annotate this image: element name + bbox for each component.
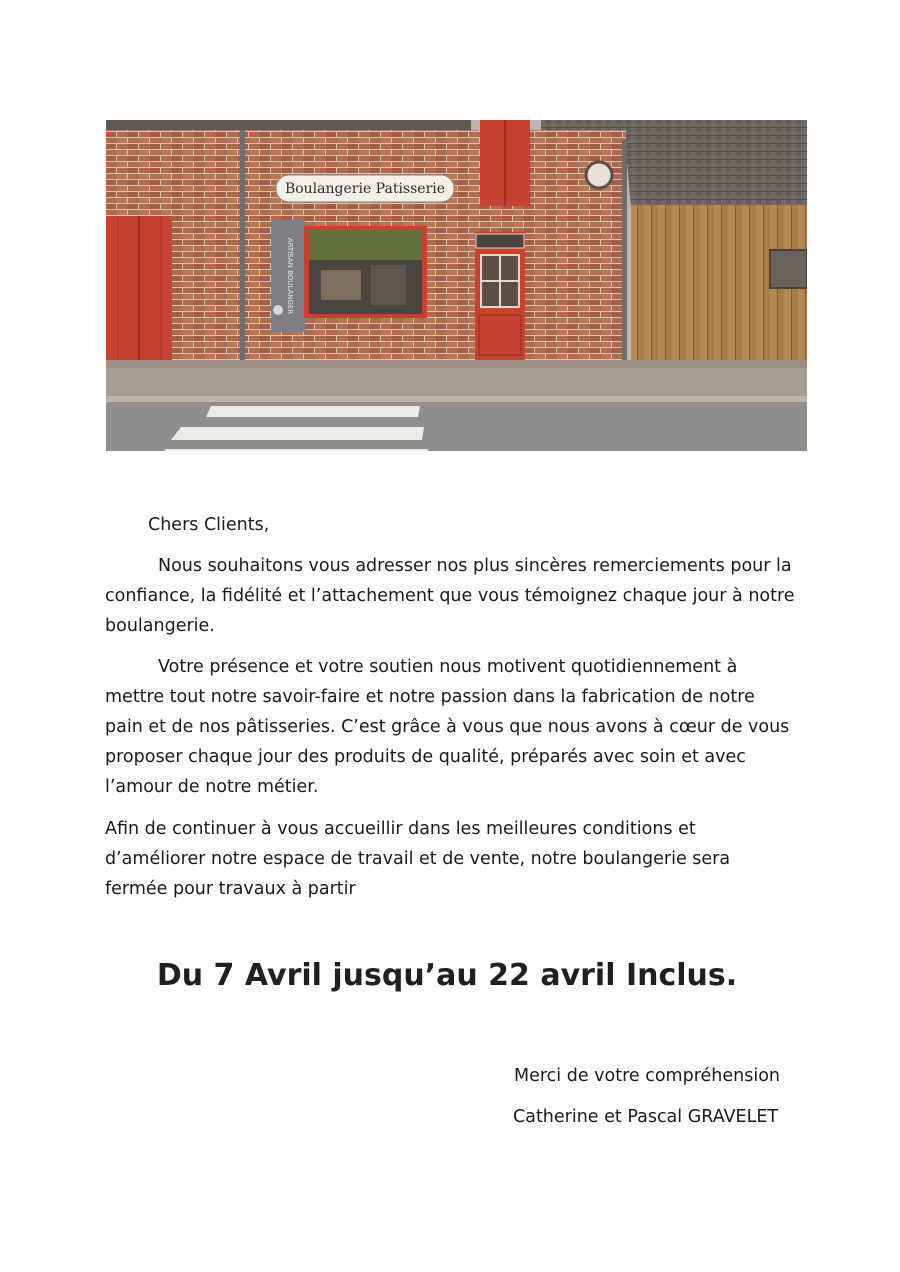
storefront-photo [106, 120, 807, 451]
letter-paragraph: Nous souhaitons vous adresser nos plus sincères remerciements pour la confiance, la fidélité et l’attachement que vous témoignez chaque jour à notre boulangerie. [105, 556, 795, 636]
letter-paragraph: Votre présence et votre soutien nous motivent quotidiennement à mettre tout notre savoir-faire et notre passion dans la fabrication de notre pain et de nos pâtisseries. C’est grâce à vous que nous avons à cœur de vous proposer chaque jour des produits de qualité, préparés avec soin et avec l’amour de notre métier. [105, 657, 790, 797]
round-hanging-sign [586, 162, 612, 188]
bakery-sign-text: Boulangerie Patisserie [284, 181, 446, 197]
storefront-illustration [106, 120, 807, 451]
banner-text: ARTISAN BOULANGER [286, 237, 294, 315]
closing-dates-heading [0, 958, 900, 993]
closing-dates-text: Du 7 Avril jusqu’au 22 avril Inclus. [156, 958, 738, 993]
signature: Catherine et Pascal GRAVELET [513, 1107, 779, 1127]
letter-paragraph: Afin de continuer à vous accueillir dans les meilleures conditions et d’améliorer notre espace de travail et de vente, notre boulangerie sera fermée pour travaux à partir [105, 819, 731, 899]
sidewalk [106, 368, 807, 400]
crosswalk-stripe [206, 406, 420, 417]
crosswalk-stripe [171, 427, 424, 440]
thanks-line: Merci de votre compréhension [514, 1066, 781, 1086]
letter-greeting: Chers Clients, [148, 515, 270, 535]
barn-window [770, 250, 807, 288]
